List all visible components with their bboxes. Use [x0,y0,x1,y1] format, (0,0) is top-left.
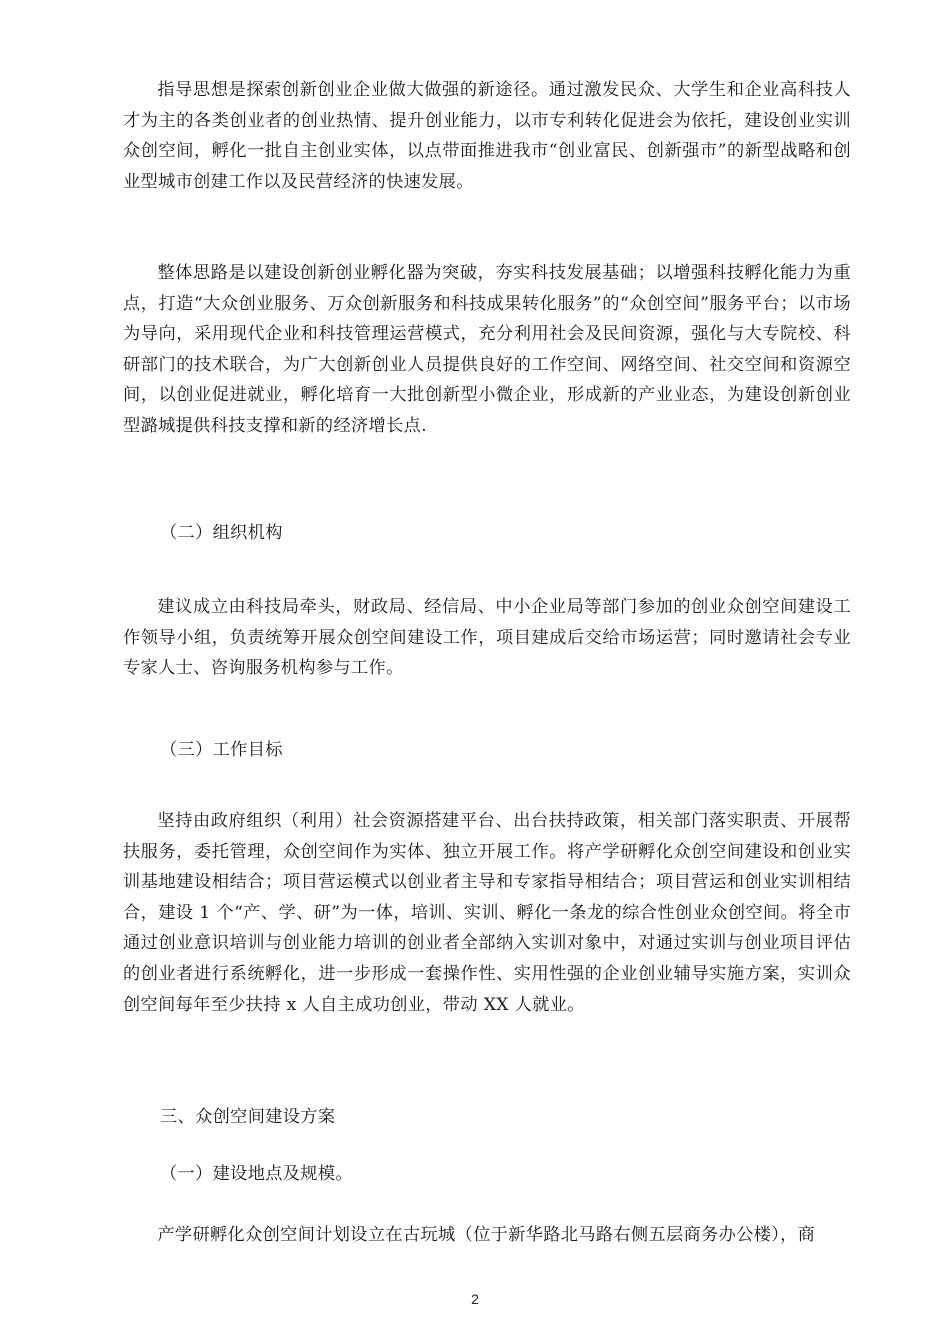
heading-location-scale: （一）建设地点及规模。 [160,1164,353,1184]
paragraph-work-goals: 坚持由政府组织（利用）社会资源搭建平台、出台扶持政策，相关部门落实职责、开展帮扶服务，委托管理，众创空间作为实体、独立开展工作。将产学研孵化众创空间建设和创业实训基地建设相结合；项目营运模式以创业者主导和专家指导相结合；项目营运和创业实训相结合，建设 1 个“产、学、研”为一体，培训、实训、孵化一条龙的综合性创业众创空间。将全市通过创业意识培训与创业能力培训的创业者全部纳入实训对象中，对通过实训与创业项目评估的创业者进行系统孵化，进一步形成一套操作性、实用性强的企业创业辅导实施方案，实训众创空间每年至少扶持 x 人自主成功创业，带动 XX 人就业。 [123,811,851,1015]
heading-work-goals: （三）工作目标 [160,740,283,760]
heading-organization: （二）组织机构 [160,523,283,543]
paragraph-overall-approach: 整体思路是以建设创新创业孵化器为突破，夯实科技发展基础；以增强科技孵化能力为重点，打造“大众创业服务、万众创新服务和科技成果转化服务”的“众创空间”服务平台；以市场为导向，采用现代企业和科技管理运营模式，充分利用社会及民间资源，强化与大专院校、科研部门的技术联合，为广大创新创业人员提供良好的工作空间、网络空间、社交空间和资源空间，以创业促进就业，孵化培育一大批创新型小微企业，形成新的产业业态，为建设创新创业型潞城提供科技支撑和新的经济增长点. [123,263,851,436]
paragraph-location: 产学研孵化众创空间计划设立在古玩城（位于新华路北马路右侧五层商务办公楼），商 [157,1225,816,1245]
page-number: 2 [471,1291,479,1307]
heading-section-three: 三、众创空间建设方案 [160,1107,336,1127]
paragraph-organization: 建议成立由科技局牵头，财政局、经信局、中小企业局等部门参加的创业众创空间建设工作领导小组，负责统筹开展众创空间建设工作，项目建成后交给市场运营；同时邀请社会专业专家人士、咨询服务机构参与工作。 [123,597,851,679]
paragraph-guiding-idea: 指导思想是探索创新创业企业做大做强的新途径。通过激发民众、大学生和企业高科技人才为主的各类创业者的创业热情、提升创业能力，以市专利转化促进会为依托，建设创业实训众创空间，孵化一批自主创业实体，以点带面推进我市“创业富民、创新强市”的新型战略和创业型城市创建工作以及民营经济的快速发展。 [123,80,851,192]
